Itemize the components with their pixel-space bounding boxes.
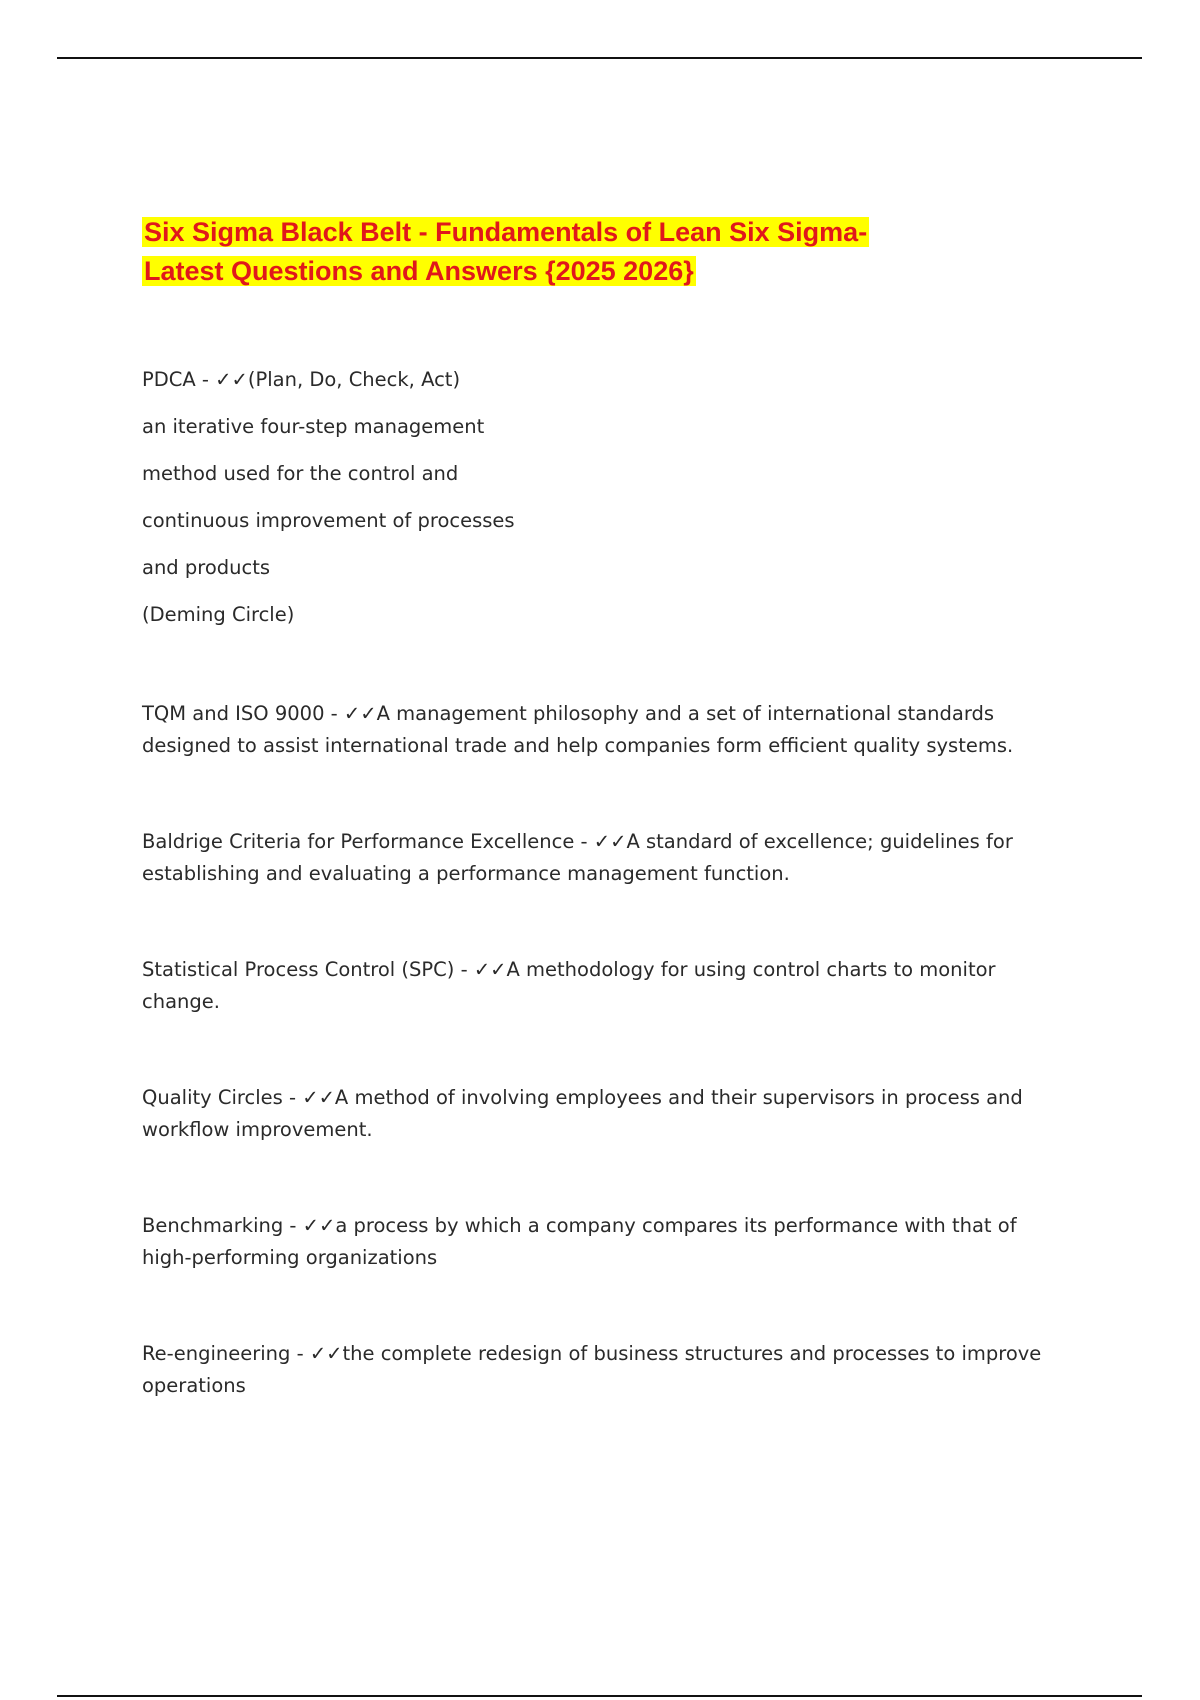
checkmark-icon: ✓✓ xyxy=(343,702,377,725)
qa-answer-line: continuous improvement of processes xyxy=(142,509,515,532)
document-title xyxy=(142,213,1042,291)
qa-item-pdca xyxy=(142,356,1062,638)
qa-answer: A method of involving employees and their supervisors in process and workflow improvement. xyxy=(142,1086,1023,1141)
checkmark-icon: ✓✓ xyxy=(473,958,507,981)
checkmark-icon: ✓✓ xyxy=(302,1214,336,1237)
qa-answer: A standard of excellence; guidelines for establishing and evaluating a performance management function. xyxy=(142,830,1013,885)
qa-answer: A management philosophy and a set of international standards designed to assist international trade and help companies form efficient quality systems. xyxy=(142,702,1014,757)
qa-answer-line: (Deming Circle) xyxy=(142,603,295,626)
qa-list xyxy=(142,356,1062,1401)
qa-item-quality-circles xyxy=(142,1082,1062,1145)
qa-item-tqm xyxy=(142,698,1062,761)
qa-item-baldrige xyxy=(142,826,1062,889)
qa-answer: the complete redesign of business structures and processes to improve operations xyxy=(142,1342,1042,1397)
qa-term: Benchmarking xyxy=(142,1214,284,1237)
checkmark-icon: ✓✓ xyxy=(593,830,627,853)
header-rule xyxy=(57,57,1142,59)
qa-separator: - xyxy=(282,1086,303,1109)
qa-separator: - xyxy=(454,958,474,981)
qa-answer-line: method used for the control and xyxy=(142,462,459,485)
qa-item-benchmarking xyxy=(142,1210,1062,1273)
qa-term: Quality Circles xyxy=(142,1086,283,1109)
pdca-first-line xyxy=(142,356,1062,403)
qa-term: Statistical Process Control (SPC) xyxy=(142,958,455,981)
qa-term: Baldrige Criteria for Performance Excellence xyxy=(142,830,575,853)
qa-item-spc xyxy=(142,954,1062,1017)
qa-answer-line: and products xyxy=(142,556,271,579)
qa-answer: a process by which a company compares its performance with that of high-performing organizations xyxy=(142,1214,1017,1269)
qa-separator: - xyxy=(574,830,594,853)
qa-separator: - xyxy=(324,702,344,725)
qa-term: PDCA xyxy=(142,368,196,391)
qa-answer-line: (Plan, Do, Check, Act) xyxy=(247,368,461,391)
checkmark-icon: ✓✓ xyxy=(309,1342,343,1365)
qa-answer-line: an iterative four-step management xyxy=(142,415,485,438)
checkmark-icon: ✓✓ xyxy=(302,1086,335,1109)
title-line-1: Six Sigma Black Belt - Fundamentals of Lean Six Sigma- xyxy=(144,217,868,247)
title-line-2: Latest Questions and Answers {2025 2026} xyxy=(144,256,694,286)
checkmark-icon: ✓✓ xyxy=(215,368,248,391)
footer-rule xyxy=(57,1695,1142,1697)
qa-term: Re-engineering xyxy=(142,1342,291,1365)
qa-separator: - xyxy=(290,1342,310,1365)
qa-item-reengineering xyxy=(142,1338,1062,1401)
qa-answer: A methodology for using control charts to monitor change. xyxy=(142,958,996,1013)
qa-separator: - xyxy=(283,1214,303,1237)
qa-separator: - xyxy=(195,368,216,391)
qa-term: TQM and ISO 9000 xyxy=(142,702,325,725)
